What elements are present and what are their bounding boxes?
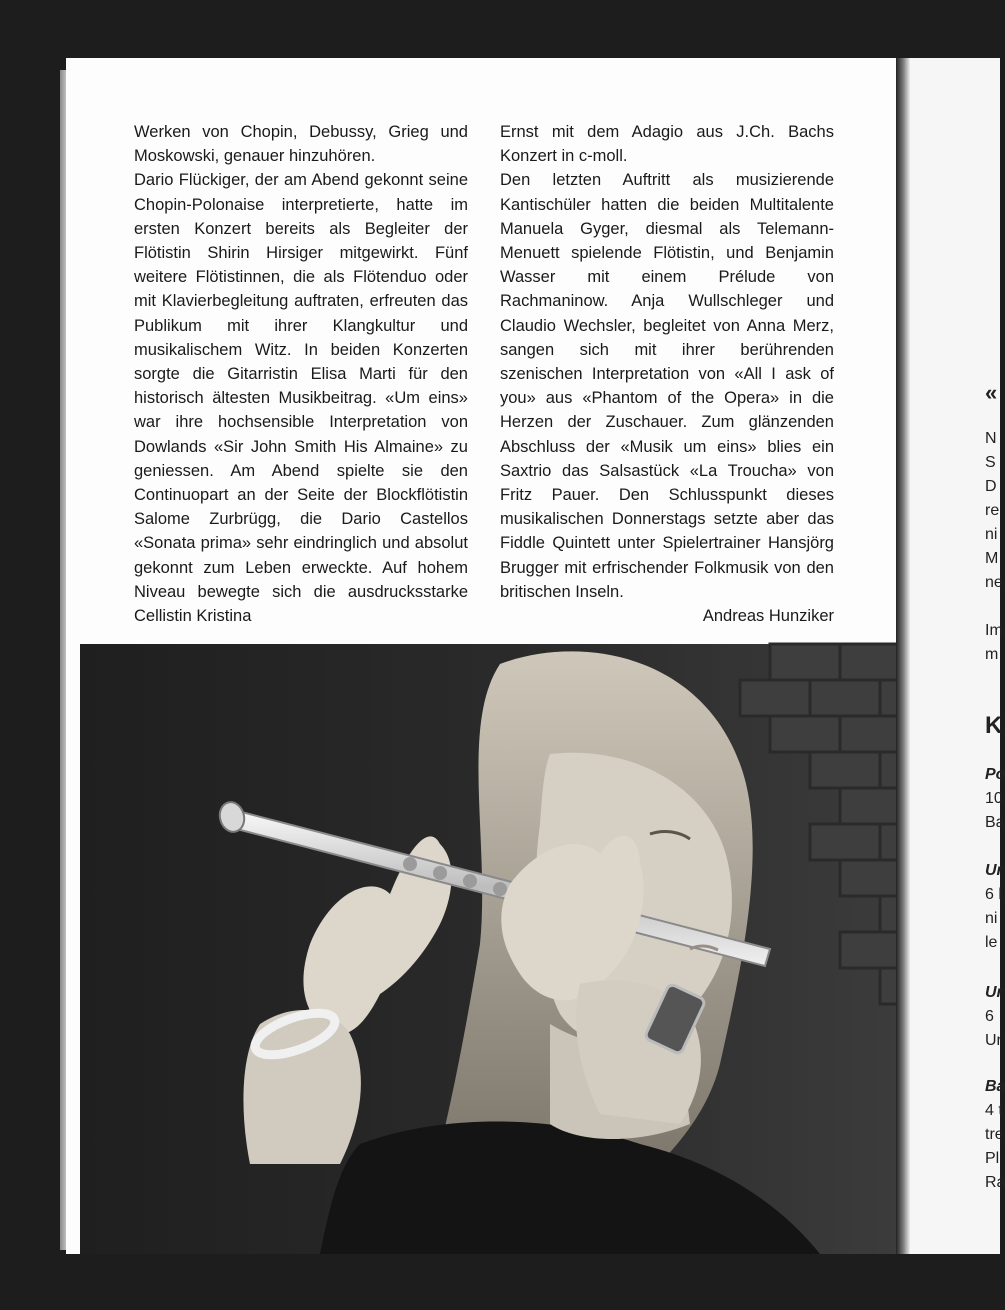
text-fragment: Ra	[985, 1174, 1005, 1191]
paragraph: Ernst mit dem Adagio aus J.Ch. Bachs Konzert in c-moll.	[500, 123, 834, 166]
text-fragment: M	[985, 550, 999, 567]
text-fragment: Ba	[985, 814, 1005, 831]
text-fragment: ne	[985, 574, 1003, 591]
block-title: Ur	[985, 984, 1003, 1001]
photo-flute-player	[80, 644, 904, 1254]
text-fragment: le	[985, 934, 998, 951]
section-heading: K	[985, 712, 1003, 739]
quote-mark: «	[985, 380, 998, 405]
text-column-right	[500, 120, 834, 628]
paragraph: Dario Flückiger, der am Abend gekonnt seine Chopin-Polonaise interpretierte, hatte im ersten Konzert bereits als Begleiter der Flötistin Shirin Hirsiger mitgewirkt. Fünf weitere Flötistinnen, die als Flötenduo oder mit Klavierbegleitung auftraten, erfreuten das Publikum mit ihrer Klangkultur und musikalischem Witz. In beiden Konzerten sorgte die Gitarristin Elisa Marti für den historisch ältesten Musikbeitrag. «Um eins» war ihre hochsensible Interpretation von Dowlands «Sir John Smith His Almaine» zu geniessen. Am Abend spielte sie den Continuopart an der Seite der Blockflötistin Salome Zurbrügg, die Dario Castellos «Sonata prima» sehr eindringlich und absolut gekonnt zum Leben erweckte. Auf hohem Niveau bewegte sich die ausdrucksstarke Cellistin Kristina	[134, 171, 468, 626]
text-fragment: Ur	[985, 1032, 1002, 1049]
text-fragment: tre	[985, 1126, 1004, 1143]
text-fragment: D	[985, 478, 997, 495]
block-title: Ba	[985, 1078, 1005, 1095]
text-fragment: 6	[985, 1008, 994, 1025]
paragraph: Den letzten Auftritt als musizierende Kantischüler hatten die beiden Multitalente Manuela Gyger, diesmal als Telemann-Menuett spielende Flötistin, und Benjamin Wasser mit einem Prélude von Rachmaninow. Anja Wullschleger und Claudio Wechsler, begleitet von Anna Merz, sangen sich mit ihrer berührenden szenischen Interpretation von «All I ask of you» aus «Phantom of the Opera» in die Herzen der Zuschauer. Zum glänzenden Abschluss der «Musik um eins» blies ein Saxtrio das Salsastück «La Troucha» von Fritz Pauer. Den Schlusspunkt dieses musikalischen Donnerstags setzte aber das Fiddle Quintett unter Spielertrainer Hansjörg Brugger mit erfrischender Folkmusik von den britischen Inseln.	[500, 171, 834, 601]
text-fragment: ni	[985, 526, 998, 543]
photo-illustration	[80, 644, 904, 1254]
block-title: Po	[985, 766, 1005, 783]
text-fragment: ni	[985, 910, 998, 927]
left-page	[66, 58, 904, 1254]
text-fragment: N	[985, 430, 997, 447]
text-fragment: S	[985, 454, 996, 471]
book-fold	[896, 58, 910, 1254]
text-fragment: Pl	[985, 1150, 1000, 1167]
block-title: Ur	[985, 862, 1003, 879]
author-signature: Andreas Hunziker	[702, 607, 834, 626]
text-fragment: m	[985, 646, 999, 663]
text-fragment: 10	[985, 790, 1003, 807]
text-fragment: re	[985, 502, 1000, 519]
text-fragment: Im	[985, 622, 1003, 639]
text-fragment: 4 t	[985, 1102, 1003, 1119]
text-column-left	[134, 120, 468, 628]
text-fragment: 6 l	[985, 886, 1002, 903]
paragraph: Werken von Chopin, Debussy, Grieg und Moskowski, genauer hinzuhören.	[134, 123, 468, 166]
